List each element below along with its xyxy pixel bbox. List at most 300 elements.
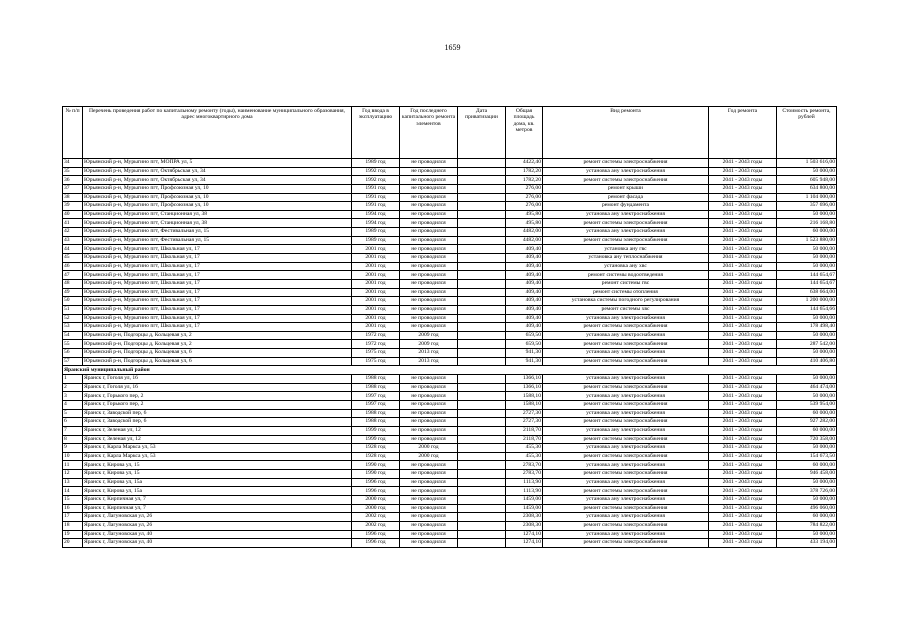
year-last-repair-cell: не проводился [400, 262, 458, 271]
area-cell: 2783,70 [506, 461, 543, 470]
area-cell: 495,80 [506, 210, 543, 219]
year-last-repair-cell: не проводился [400, 504, 458, 513]
privatization-cell [458, 219, 506, 228]
section-title: Яранский муниципальный район [63, 366, 837, 375]
cost-cell: 50 000,00 [777, 530, 837, 539]
repair-year-cell: 2041 - 2043 годы [709, 444, 777, 453]
cost-cell: 144 654,67 [777, 279, 837, 288]
year-last-repair-cell: не проводился [400, 323, 458, 332]
year-last-repair-cell: 2009 год [400, 340, 458, 349]
year-last-repair-cell: не проводился [400, 305, 458, 314]
area-cell: 1782,20 [506, 176, 543, 185]
area-cell: 409,40 [506, 245, 543, 254]
repair-type-cell: установка ану электроснабжения [543, 167, 709, 176]
table-row [63, 184, 837, 193]
area-cell: 409,40 [506, 297, 543, 306]
cost-cell: 1 503 616,00 [777, 159, 837, 168]
year-last-repair-cell: не проводился [400, 513, 458, 522]
address-cell: Яранск г, Кирпичная ул, 7 [83, 504, 352, 513]
cost-cell: 433 194,00 [777, 539, 837, 548]
cost-cell: 50 000,00 [777, 245, 837, 254]
cost-cell: 1 200 000,00 [777, 297, 837, 306]
privatization-cell [458, 521, 506, 530]
repair-year-cell: 2041 - 2043 годы [709, 167, 777, 176]
address-cell: Яранск г, Кирова ул, 15а [83, 487, 352, 496]
table-row [63, 521, 837, 530]
area-cell: 2118,70 [506, 426, 543, 435]
repair-type-cell: установка системы погодного регулирования [543, 297, 709, 306]
year-last-repair-cell: 2000 год [400, 452, 458, 461]
privatization-cell [458, 444, 506, 453]
repair-year-cell: 2041 - 2043 годы [709, 470, 777, 479]
address-cell: Яранск г, Гоголя ул, 16 [83, 375, 352, 384]
privatization-cell [458, 349, 506, 358]
address-cell: Яранск г, Горького пер, 2 [83, 392, 352, 401]
address-cell: Юрьянский р-н, Подгорцы д, Кольцевая ул, 2 [83, 331, 352, 340]
repair-year-cell: 2041 - 2043 годы [709, 478, 777, 487]
privatization-cell [458, 210, 506, 219]
address-cell: Юрьянский р-н, Мурыгино пгт, Профсоюзная ул, 10 [83, 202, 352, 211]
year-commission-cell: 1928 год [352, 444, 400, 453]
area-cell: 1459,00 [506, 504, 543, 513]
table-row [63, 539, 837, 548]
cost-cell: 464 474,00 [777, 383, 837, 392]
year-last-repair-cell: 2013 год [400, 357, 458, 366]
year-commission-cell: 1996 год [352, 539, 400, 548]
year-last-repair-cell: 2000 год [400, 444, 458, 453]
year-commission-cell: 1988 год [352, 409, 400, 418]
year-commission-cell: 1994 год [352, 210, 400, 219]
cost-cell: 946 458,00 [777, 470, 837, 479]
repair-type-cell: установка ану электроснабжения [543, 495, 709, 504]
cost-cell: 50 000,00 [777, 254, 837, 263]
repair-type-cell: ремонт системы электроснабжения [543, 340, 709, 349]
col-header-repair-year: Год ремонта [709, 107, 777, 159]
privatization-cell [458, 271, 506, 280]
repair-type-cell: ремонт системы электроснабжения [543, 487, 709, 496]
privatization-cell [458, 504, 506, 513]
privatization-cell [458, 461, 506, 470]
table-row [63, 245, 837, 254]
repair-year-cell: 2041 - 2043 годы [709, 176, 777, 185]
area-cell: 1274,10 [506, 539, 543, 548]
address-cell: Яранск г, Кирпичная ул, 7 [83, 495, 352, 504]
repair-year-cell: 2041 - 2043 годы [709, 279, 777, 288]
address-cell: Яранск г, Заводской пер, 6 [83, 409, 352, 418]
privatization-cell [458, 254, 506, 263]
row-number: 42 [63, 228, 83, 237]
repair-type-cell: ремонт системы хвс [543, 305, 709, 314]
cost-cell: 50 000,00 [777, 444, 837, 453]
area-cell: 2727,30 [506, 418, 543, 427]
row-number: 18 [63, 521, 83, 530]
repair-register-table [62, 106, 837, 548]
repair-year-cell: 2041 - 2043 годы [709, 210, 777, 219]
area-cell: 409,40 [506, 279, 543, 288]
year-last-repair-cell: не проводился [400, 418, 458, 427]
repair-year-cell: 2041 - 2043 годы [709, 323, 777, 332]
table-row [63, 271, 837, 280]
cost-cell: 638 664,00 [777, 288, 837, 297]
table-row [63, 340, 837, 349]
year-commission-cell: 1991 год [352, 184, 400, 193]
privatization-cell [458, 323, 506, 332]
row-number: 6 [63, 418, 83, 427]
year-commission-cell: 1975 год [352, 349, 400, 358]
cost-cell: 50 000,00 [777, 210, 837, 219]
year-last-repair-cell: не проводился [400, 176, 458, 185]
repair-year-cell: 2041 - 2043 годы [709, 193, 777, 202]
repair-year-cell: 2041 - 2043 годы [709, 219, 777, 228]
year-last-repair-cell: не проводился [400, 167, 458, 176]
privatization-cell [458, 409, 506, 418]
cost-cell: 287 542,00 [777, 340, 837, 349]
year-commission-cell: 2001 год [352, 305, 400, 314]
area-cell: 409,40 [506, 254, 543, 263]
area-cell: 2308,30 [506, 513, 543, 522]
repair-type-cell: установка ану электроснабжения [543, 530, 709, 539]
year-commission-cell: 1989 год [352, 159, 400, 168]
repair-type-cell: ремонт системы электроснабжения [543, 452, 709, 461]
privatization-cell [458, 245, 506, 254]
year-commission-cell: 2002 год [352, 521, 400, 530]
row-number: 2 [63, 383, 83, 392]
cost-cell: 60 000,00 [777, 228, 837, 237]
cost-cell: 410 406,80 [777, 357, 837, 366]
repair-year-cell: 2041 - 2043 годы [709, 383, 777, 392]
year-last-repair-cell: не проводился [400, 495, 458, 504]
row-number: 14 [63, 487, 83, 496]
address-cell: Яранск г, Карла Маркса ул, 53 [83, 444, 352, 453]
address-cell: Яранск г, Лагуновская ул, 40 [83, 539, 352, 548]
repair-year-cell: 2041 - 2043 годы [709, 357, 777, 366]
repair-year-cell: 2041 - 2043 годы [709, 245, 777, 254]
repair-type-cell: ремонт системы электроснабжения [543, 418, 709, 427]
cost-cell: 60 000,00 [777, 513, 837, 522]
table-row [63, 435, 837, 444]
table-row [63, 279, 837, 288]
table-row [63, 418, 837, 427]
repair-year-cell: 2041 - 2043 годы [709, 409, 777, 418]
address-cell: Юрьянский р-н, Мурыгино пгт, Школьная ул, 17 [83, 271, 352, 280]
row-number: 10 [63, 452, 83, 461]
table-row [63, 297, 837, 306]
repair-year-cell: 2041 - 2043 годы [709, 262, 777, 271]
repair-type-cell: ремонт системы электроснабжения [543, 176, 709, 185]
address-cell: Яранск г, Лагуновская ул, 26 [83, 521, 352, 530]
repair-type-cell: установка ану электроснабжения [543, 375, 709, 384]
year-last-repair-cell: не проводился [400, 383, 458, 392]
address-cell: Юрьянский р-н, Мурыгино пгт, Школьная ул, 17 [83, 254, 352, 263]
col-header-area: Общая площадь дома, кв. метров [506, 107, 543, 159]
repair-year-cell: 2041 - 2043 годы [709, 452, 777, 461]
repair-year-cell: 2041 - 2043 годы [709, 392, 777, 401]
repair-type-cell: установка ану электроснабжения [543, 210, 709, 219]
repair-type-cell: ремонт системы отопления [543, 288, 709, 297]
col-header-num: № п/п [63, 107, 83, 159]
year-last-repair-cell: не проводился [400, 487, 458, 496]
year-commission-cell: 2001 год [352, 279, 400, 288]
address-cell: Юрьянский р-н, Мурыгино пгт, Октябрьская ул, 34 [83, 176, 352, 185]
table-row [63, 314, 837, 323]
address-cell: Юрьянский р-н, Подгорцы д, Кольцевая ул, 6 [83, 357, 352, 366]
year-last-repair-cell: не проводился [400, 236, 458, 245]
year-commission-cell: 1996 год [352, 530, 400, 539]
table-row [63, 478, 837, 487]
table-row [63, 167, 837, 176]
year-last-repair-cell: не проводился [400, 470, 458, 479]
row-number: 52 [63, 314, 83, 323]
repair-type-cell: ремонт системы электроснабжения [543, 504, 709, 513]
address-cell: Юрьянский р-н, Мурыгино пгт, Фестивальная ул, 15 [83, 236, 352, 245]
row-number: 13 [63, 478, 83, 487]
privatization-cell [458, 262, 506, 271]
privatization-cell [458, 513, 506, 522]
address-cell: Юрьянский р-н, Мурыгино пгт, Школьная ул, 17 [83, 314, 352, 323]
year-last-repair-cell: не проводился [400, 184, 458, 193]
repair-year-cell: 2041 - 2043 годы [709, 435, 777, 444]
privatization-cell [458, 279, 506, 288]
row-number: 56 [63, 349, 83, 358]
row-number: 46 [63, 262, 83, 271]
privatization-cell [458, 159, 506, 168]
repair-type-cell: установка ану теплоснабжения [543, 254, 709, 263]
year-commission-cell: 1988 год [352, 418, 400, 427]
row-number: 36 [63, 176, 83, 185]
address-cell: Яранск г, Кирова ул, 15 [83, 470, 352, 479]
section-row [63, 366, 837, 375]
area-cell: 1366,10 [506, 383, 543, 392]
repair-type-cell: установка ану электроснабжения [543, 478, 709, 487]
year-commission-cell: 1992 год [352, 176, 400, 185]
table-row [63, 331, 837, 340]
area-cell: 1113,90 [506, 487, 543, 496]
address-cell: Яранск г, Карла Маркса ул, 53 [83, 452, 352, 461]
table-row [63, 504, 837, 513]
cost-cell: 60 000,00 [777, 461, 837, 470]
address-cell: Юрьянский р-н, Мурыгино пгт, Станционная ул, 38 [83, 219, 352, 228]
table-row [63, 426, 837, 435]
repair-type-cell: установка ану электроснабжения [543, 392, 709, 401]
table-row [63, 176, 837, 185]
year-commission-cell: 1972 год [352, 340, 400, 349]
year-last-repair-cell: не проводился [400, 392, 458, 401]
repair-type-cell: ремонт системы электроснабжения [543, 357, 709, 366]
row-number: 1 [63, 375, 83, 384]
row-number: 37 [63, 184, 83, 193]
row-number: 7 [63, 426, 83, 435]
repair-year-cell: 2041 - 2043 годы [709, 530, 777, 539]
table-row [63, 262, 837, 271]
year-commission-cell: 2001 год [352, 323, 400, 332]
address-cell: Юрьянский р-н, Мурыгино пгт, Станционная ул, 38 [83, 210, 352, 219]
area-cell: 276,00 [506, 202, 543, 211]
table-row [63, 349, 837, 358]
privatization-cell [458, 331, 506, 340]
year-last-repair-cell: не проводился [400, 228, 458, 237]
row-number: 50 [63, 297, 83, 306]
address-cell: Юрьянский р-н, Мурыгино пгт, Школьная ул, 17 [83, 297, 352, 306]
area-cell: 4422,40 [506, 159, 543, 168]
row-number: 20 [63, 539, 83, 548]
cost-cell: 154 673,50 [777, 452, 837, 461]
area-cell: 659,50 [506, 331, 543, 340]
repair-type-cell: ремонт системы водоотведения [543, 271, 709, 280]
year-commission-cell: 1994 год [352, 219, 400, 228]
area-cell: 1366,10 [506, 375, 543, 384]
cost-cell: 50 000,00 [777, 375, 837, 384]
cost-cell: 784 822,00 [777, 521, 837, 530]
address-cell: Яранск г, Зеленая ул, 12 [83, 435, 352, 444]
privatization-cell [458, 184, 506, 193]
row-number: 39 [63, 202, 83, 211]
address-cell: Юрьянский р-н, Подгорцы д, Кольцевая ул, 6 [83, 349, 352, 358]
year-commission-cell: 2002 год [352, 513, 400, 522]
privatization-cell [458, 530, 506, 539]
table-row [63, 288, 837, 297]
table-row [63, 452, 837, 461]
privatization-cell [458, 487, 506, 496]
table-row [63, 495, 837, 504]
address-cell: Яранск г, Лагуновская ул, 40 [83, 530, 352, 539]
address-cell: Юрьянский р-н, Мурыгино пгт, Школьная ул, 17 [83, 323, 352, 332]
address-cell: Яранск г, Кирова ул, 15 [83, 461, 352, 470]
repair-year-cell: 2041 - 2043 годы [709, 202, 777, 211]
row-number: 57 [63, 357, 83, 366]
area-cell: 276,00 [506, 184, 543, 193]
year-last-repair-cell: не проводился [400, 288, 458, 297]
area-cell: 455,30 [506, 444, 543, 453]
area-cell: 455,30 [506, 452, 543, 461]
cost-cell: 60 000,00 [777, 409, 837, 418]
year-commission-cell: 1988 год [352, 375, 400, 384]
cost-cell: 357 696,00 [777, 202, 837, 211]
year-commission-cell: 2001 год [352, 297, 400, 306]
year-commission-cell: 1999 год [352, 426, 400, 435]
area-cell: 1588,10 [506, 392, 543, 401]
repair-year-cell: 2041 - 2043 годы [709, 228, 777, 237]
row-number: 15 [63, 495, 83, 504]
year-last-repair-cell: не проводился [400, 539, 458, 548]
area-cell: 409,40 [506, 271, 543, 280]
repair-year-cell: 2041 - 2043 годы [709, 184, 777, 193]
repair-year-cell: 2041 - 2043 годы [709, 426, 777, 435]
address-cell: Юрьянский р-н, Мурыгино пгт, МОПРА ул, 5 [83, 159, 352, 168]
year-last-repair-cell: не проводился [400, 159, 458, 168]
repair-type-cell: установка ану электроснабжения [543, 461, 709, 470]
area-cell: 1459,00 [506, 495, 543, 504]
repair-type-cell: установка ану электроснабжения [543, 228, 709, 237]
row-number: 51 [63, 305, 83, 314]
repair-type-cell: ремонт системы электроснабжения [543, 323, 709, 332]
repair-year-cell: 2041 - 2043 годы [709, 159, 777, 168]
address-cell: Юрьянский р-н, Мурыгино пгт, Профсоюзная ул, 10 [83, 184, 352, 193]
year-last-repair-cell: не проводился [400, 314, 458, 323]
row-number: 4 [63, 400, 83, 409]
table-row [63, 357, 837, 366]
privatization-cell [458, 340, 506, 349]
year-commission-cell: 1997 год [352, 392, 400, 401]
year-last-repair-cell: не проводился [400, 435, 458, 444]
row-number: 41 [63, 219, 83, 228]
repair-year-cell: 2041 - 2043 годы [709, 349, 777, 358]
row-number: 53 [63, 323, 83, 332]
repair-type-cell: ремонт системы электроснабжения [543, 435, 709, 444]
repair-type-cell: ремонт системы электроснабжения [543, 470, 709, 479]
repair-type-cell: установка ану электроснабжения [543, 409, 709, 418]
repair-type-cell: ремонт системы электроснабжения [543, 539, 709, 548]
privatization-cell [458, 470, 506, 479]
year-last-repair-cell: 2009 год [400, 331, 458, 340]
table-row [63, 228, 837, 237]
cost-cell: 50 000,00 [777, 331, 837, 340]
year-commission-cell: 1989 год [352, 236, 400, 245]
address-cell: Юрьянский р-н, Мурыгино пгт, Фестивальная ул, 15 [83, 228, 352, 237]
page-number: 1659 [444, 43, 461, 52]
area-cell: 409,40 [506, 323, 543, 332]
repair-type-cell: установка ану электроснабжения [543, 349, 709, 358]
row-number: 54 [63, 331, 83, 340]
table-row [63, 305, 837, 314]
repair-year-cell: 2041 - 2043 годы [709, 495, 777, 504]
year-commission-cell: 2001 год [352, 262, 400, 271]
repair-year-cell: 2041 - 2043 годы [709, 288, 777, 297]
cost-cell: 50 000,00 [777, 167, 837, 176]
year-last-repair-cell: не проводился [400, 409, 458, 418]
year-commission-cell: 2001 год [352, 314, 400, 323]
year-last-repair-cell: не проводился [400, 279, 458, 288]
repair-type-cell: ремонт системы электроснабжения [543, 383, 709, 392]
privatization-cell [458, 305, 506, 314]
area-cell: 2308,30 [506, 521, 543, 530]
row-number: 55 [63, 340, 83, 349]
address-cell: Яранск г, Зеленая ул, 12 [83, 426, 352, 435]
area-cell: 409,40 [506, 305, 543, 314]
year-commission-cell: 2000 год [352, 504, 400, 513]
year-last-repair-cell: не проводился [400, 530, 458, 539]
repair-type-cell: ремонт системы электроснабжения [543, 400, 709, 409]
privatization-cell [458, 392, 506, 401]
table-row [63, 487, 837, 496]
col-header-address: Перечень проведения работ по капитальному ремонту (годы), наименование муниципального образования, адрес многоквартирного дома [83, 107, 352, 159]
area-cell: 409,40 [506, 314, 543, 323]
table-row [63, 444, 837, 453]
address-cell: Юрьянский р-н, Мурыгино пгт, Школьная ул, 17 [83, 288, 352, 297]
address-cell: Яранск г, Кирова ул, 15а [83, 478, 352, 487]
area-cell: 2783,70 [506, 470, 543, 479]
privatization-cell [458, 314, 506, 323]
year-last-repair-cell: не проводился [400, 219, 458, 228]
table-row [63, 219, 837, 228]
year-commission-cell: 1999 год [352, 435, 400, 444]
row-number: 16 [63, 504, 83, 513]
table-row [63, 383, 837, 392]
privatization-cell [458, 452, 506, 461]
row-number: 43 [63, 236, 83, 245]
year-commission-cell: 1997 год [352, 400, 400, 409]
repair-year-cell: 2041 - 2043 годы [709, 375, 777, 384]
table-row [63, 202, 837, 211]
year-commission-cell: 1991 год [352, 202, 400, 211]
row-number: 11 [63, 461, 83, 470]
year-commission-cell: 2000 год [352, 495, 400, 504]
row-number: 17 [63, 513, 83, 522]
area-cell: 1588,10 [506, 400, 543, 409]
privatization-cell [458, 202, 506, 211]
address-cell: Яранск г, Лагуновская ул, 26 [83, 513, 352, 522]
table-row [63, 323, 837, 332]
repair-year-cell: 2041 - 2043 годы [709, 400, 777, 409]
